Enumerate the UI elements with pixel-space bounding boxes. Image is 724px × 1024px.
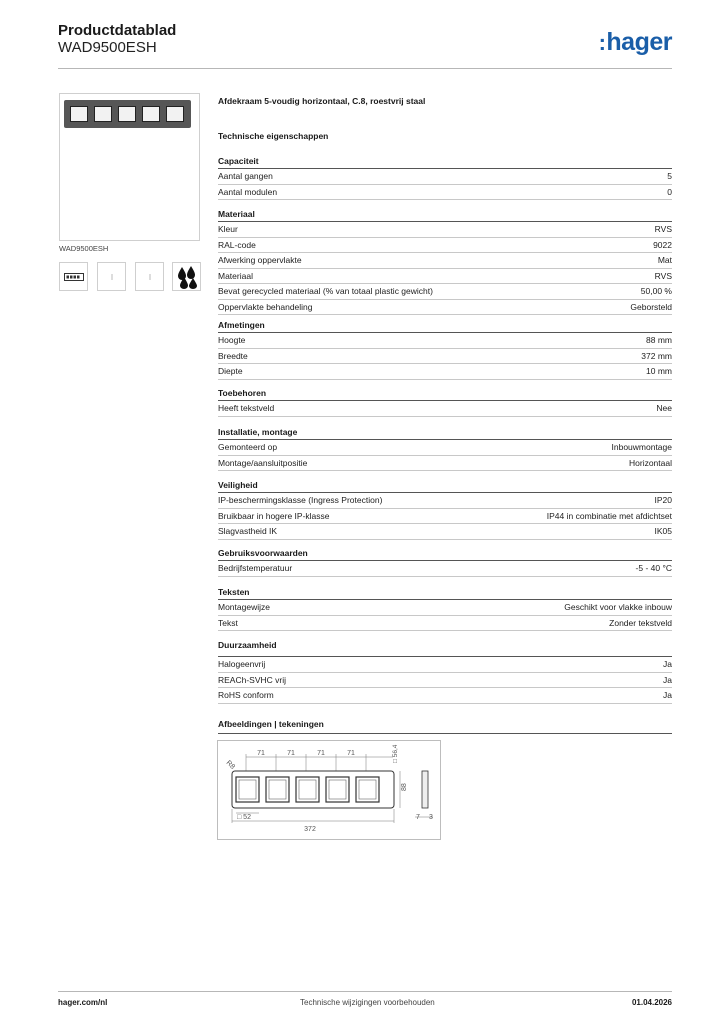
dim-depth-a-label: 7 (416, 814, 420, 821)
section-heading: Materiaal (218, 207, 672, 222)
table-row (218, 561, 672, 577)
table-row (218, 456, 672, 472)
row-value: 0 (667, 186, 672, 197)
table-row (218, 657, 672, 673)
row-label: Bruikbaar in hogere IP-klasse (218, 510, 330, 521)
section-heading: Toebehoren (218, 386, 672, 401)
table-row (218, 524, 672, 540)
row-value: 372 mm (641, 350, 672, 361)
row-value: IP20 (654, 495, 672, 505)
row-label: Materiaal (218, 270, 253, 281)
dim-radius-label: R8 (224, 759, 236, 771)
image-caption: WAD9500ESH (59, 244, 109, 253)
row-value: 50,00 % (640, 286, 672, 296)
row-value: 10 mm (646, 366, 672, 376)
row-label: RoHS conform (218, 690, 274, 700)
row-label: Hoogte (218, 335, 246, 345)
section-heading: Capaciteit (218, 154, 672, 169)
section-heading: Gebruiksvoorwaarden (218, 546, 672, 561)
section-dimensions (218, 318, 672, 380)
row-label: Oppervlakte behandeling (218, 301, 313, 312)
row-label: Bedrijfstemperatuur (218, 563, 293, 573)
row-label: IP-beschermingsklasse (Ingress Protection) (218, 495, 383, 505)
table-row (218, 284, 672, 300)
dim-inner-label: □ 52 (237, 814, 251, 821)
section-texts (218, 585, 672, 631)
section-accessories (218, 386, 672, 417)
section-heading: Installatie, montage (218, 425, 672, 440)
drawings-divider (218, 733, 672, 734)
table-row (218, 185, 672, 201)
section-material (218, 207, 672, 315)
row-value: IK05 (654, 526, 672, 536)
row-value: Horizontaal (629, 457, 672, 468)
row-value: 88 mm (646, 335, 672, 345)
document-title: Productdatablad (58, 22, 177, 39)
row-value: RVS (654, 270, 672, 281)
frame-opening (118, 106, 136, 122)
table-row (218, 600, 672, 616)
section-safety (218, 478, 672, 540)
row-label: REACh-SVHC vrij (218, 674, 287, 685)
frame-opening (70, 106, 88, 122)
row-label: Aantal modulen (218, 186, 278, 197)
row-label: Diepte (218, 366, 243, 376)
technical-drawing (217, 740, 441, 840)
section-sustainability (218, 638, 672, 704)
table-row (218, 688, 672, 704)
table-row (218, 364, 672, 380)
frame-opening (142, 106, 160, 122)
dim-square-label: □ 56,4 (392, 744, 399, 763)
row-value: Nee (656, 403, 672, 413)
table-row (218, 169, 672, 185)
frame-icon (59, 262, 88, 291)
frame-opening (166, 106, 184, 122)
row-label: Aantal gangen (218, 171, 273, 181)
table-row (218, 349, 672, 365)
cover-frame-image (64, 100, 191, 128)
water-drops-icon (172, 262, 201, 291)
table-row (218, 440, 672, 456)
footer-disclaimer: Technische wijzigingen voorbehouden (300, 998, 435, 1007)
row-label: Heeft tekstveld (218, 403, 275, 413)
placeholder-icon (97, 262, 126, 291)
brand-logo (599, 28, 672, 57)
table-row (218, 333, 672, 349)
product-image (59, 93, 200, 241)
footer-divider (58, 991, 672, 992)
row-label: Montagewijze (218, 602, 270, 612)
section-heading: Duurzaamheid (218, 638, 672, 657)
row-value: 9022 (653, 239, 672, 250)
row-label: Gemonteerd op (218, 442, 278, 452)
dim-pitch-label: 71 (257, 750, 265, 757)
dim-pitch-label: 71 (347, 750, 355, 757)
row-label: Afwerking oppervlakte (218, 255, 302, 265)
dimension-drawing (218, 741, 440, 839)
section-capacity (218, 154, 672, 200)
table-row (218, 401, 672, 417)
row-label: Tekst (218, 617, 238, 628)
row-value: Ja (663, 690, 672, 700)
section-heading: Veiligheid (218, 478, 672, 493)
row-label: Bevat gerecycled materiaal (% van totaal plastic gewicht) (218, 286, 433, 296)
row-value: Ja (663, 674, 672, 685)
table-row (218, 253, 672, 269)
row-value: RVS (654, 224, 672, 234)
row-label: RAL-code (218, 239, 256, 250)
frame-opening (94, 106, 112, 122)
placeholder-icon (135, 262, 164, 291)
row-value: -5 - 40 °C (635, 563, 672, 573)
footer-website-link[interactable]: hager.com/nl (58, 998, 108, 1007)
row-value: Geschikt voor vlakke inbouw (564, 602, 672, 612)
row-label: Breedte (218, 350, 248, 361)
logo-text: hager (606, 28, 672, 56)
table-row (218, 616, 672, 632)
drawings-heading: Afbeeldingen | tekeningen (218, 719, 324, 729)
table-row (218, 238, 672, 254)
row-label: Kleur (218, 224, 238, 234)
row-value: Geborsteld (630, 301, 672, 312)
header-divider (58, 68, 672, 69)
table-row (218, 269, 672, 285)
dim-height-label: 88 (401, 783, 408, 791)
section-conditions (218, 546, 672, 577)
dim-width-label: 372 (304, 826, 316, 833)
row-label: Halogeenvrij (218, 659, 266, 669)
product-description: Afdekraam 5-voudig horizontaal, C.8, roestvrij staal (218, 96, 426, 106)
table-row (218, 673, 672, 689)
table-row (218, 300, 672, 316)
row-value: Mat (657, 255, 672, 265)
section-installation (218, 425, 672, 471)
logo-prefix: : (598, 30, 606, 55)
row-value: Zonder tekstveld (609, 617, 672, 628)
footer-date: 01.04.2026 (631, 998, 672, 1007)
product-code: WAD9500ESH (58, 39, 157, 56)
row-label: Montage/aansluitpositie (218, 457, 308, 468)
table-row (218, 509, 672, 525)
table-row (218, 493, 672, 509)
dim-pitch-label: 71 (287, 750, 295, 757)
dim-depth-b-label: 3 (429, 814, 433, 821)
row-label: Slagvastheid IK (218, 526, 278, 536)
row-value: Inbouwmontage (611, 442, 672, 452)
row-value: IP44 in combinatie met afdichtset (546, 510, 672, 521)
row-value: Ja (663, 659, 672, 669)
dim-pitch-label: 71 (317, 750, 325, 757)
section-heading: Afmetingen (218, 318, 672, 333)
row-value: 5 (667, 171, 672, 181)
technical-properties-title: Technische eigenschappen (218, 131, 329, 141)
section-heading: Teksten (218, 585, 672, 600)
table-row (218, 222, 672, 238)
